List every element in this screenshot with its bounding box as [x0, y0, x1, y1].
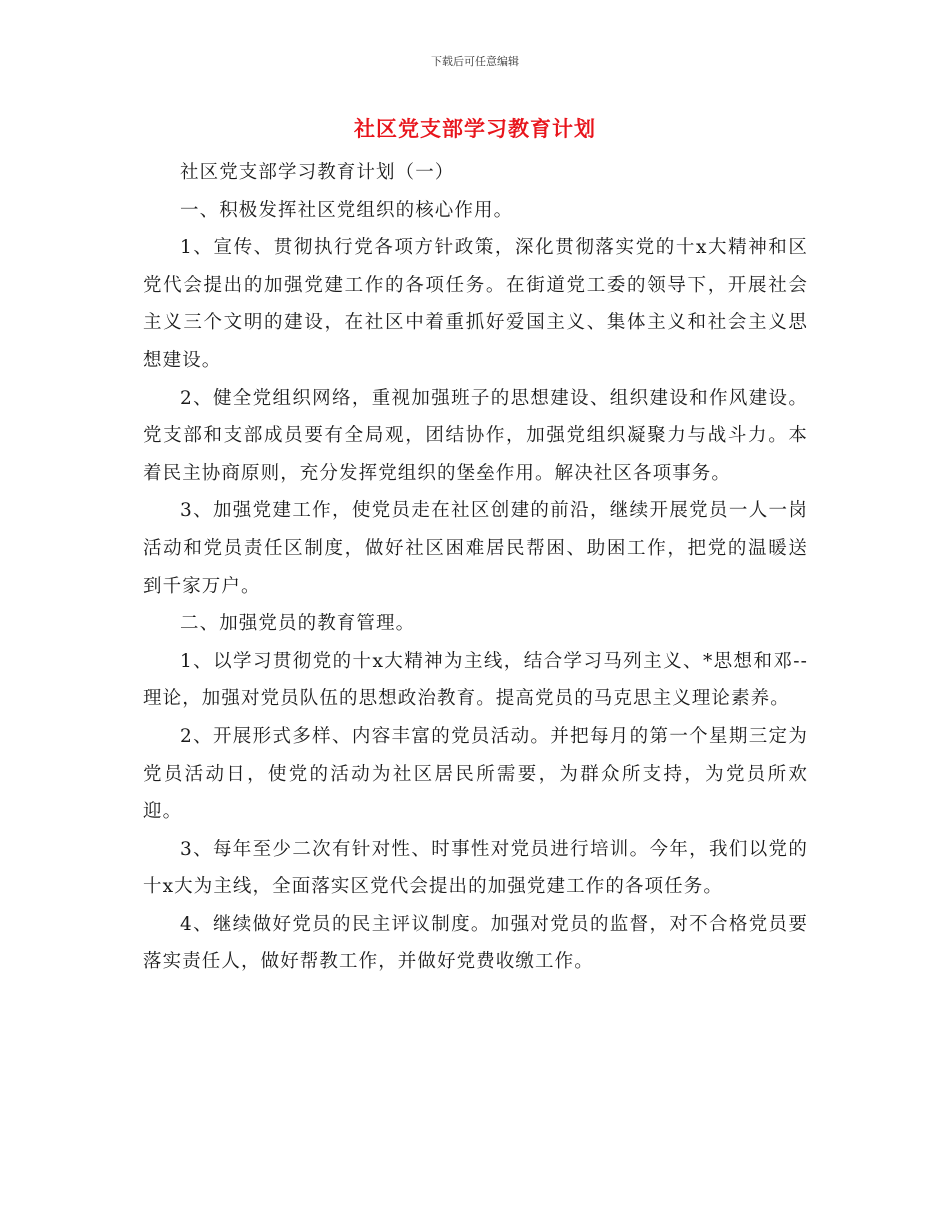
- document-body: [143, 154, 808, 981]
- header-note: 下载后可任意编辑: [431, 55, 519, 68]
- paragraph-section-1-heading: 一、积极发挥社区党组织的核心作用。: [180, 199, 514, 221]
- paragraph-subtitle: 社区党支部学习教育计划（一）: [180, 162, 455, 183]
- paragraph-section-1-item-3: 3、加强党建工作，使党员走在社区创建的前沿，继续开展党员一人一岗活动和党员责任区制度，做好社区困难居民帮困、助困工作，把党的温暖送到千家万户。: [143, 500, 808, 597]
- paragraph-section-2-item-1: 1、以学习贯彻党的十x大精神为主线，结合学习马列主义、*思想和邓--理论，加强对党员队伍的思想政治教育。提高党员的马克思主义理论素养。: [143, 650, 808, 710]
- paragraph-section-2-heading: 二、加强党员的教育管理。: [180, 613, 416, 635]
- document-title: 社区党支部学习教育计划: [354, 116, 596, 141]
- paragraph-section-1-item-2: 2、健全党组织网络，重视加强班子的思想建设、组织建设和作风建设。党支部和支部成员要有全局观，团结协作，加强党组织凝聚力与战斗力。本着民主协商原则，充分发挥党组织的堡垒作用。解决社区各项事务。: [143, 387, 808, 484]
- paragraph-section-2-item-4: 4、继续做好党员的民主评议制度。加强对党员的监督，对不合格党员要落实责任人，做好帮教工作，并做好党费收缴工作。: [143, 913, 808, 973]
- paragraph-section-2-item-2: 2、开展形式多样、内容丰富的党员活动。并把每月的第一个星期三定为党员活动日，使党的活动为社区居民所需要，为群众所支持，为党员所欢迎。: [143, 725, 808, 823]
- paragraph-section-2-item-3: 3、每年至少二次有针对性、时事性对党员进行培训。今年，我们以党的十x大为主线，全面落实区党代会提出的加强党建工作的各项任务。: [143, 838, 808, 898]
- paragraph-section-1-item-1: 1、宣传、贯彻执行党各项方针政策，深化贯彻落实党的十x大精神和区党代会提出的加强党建工作的各项任务。在街道党工委的领导下，开展社会主义三个文明的建设，在社区中着重抓好爱国主义、集体主义和社会主义思想建设。: [143, 237, 808, 371]
